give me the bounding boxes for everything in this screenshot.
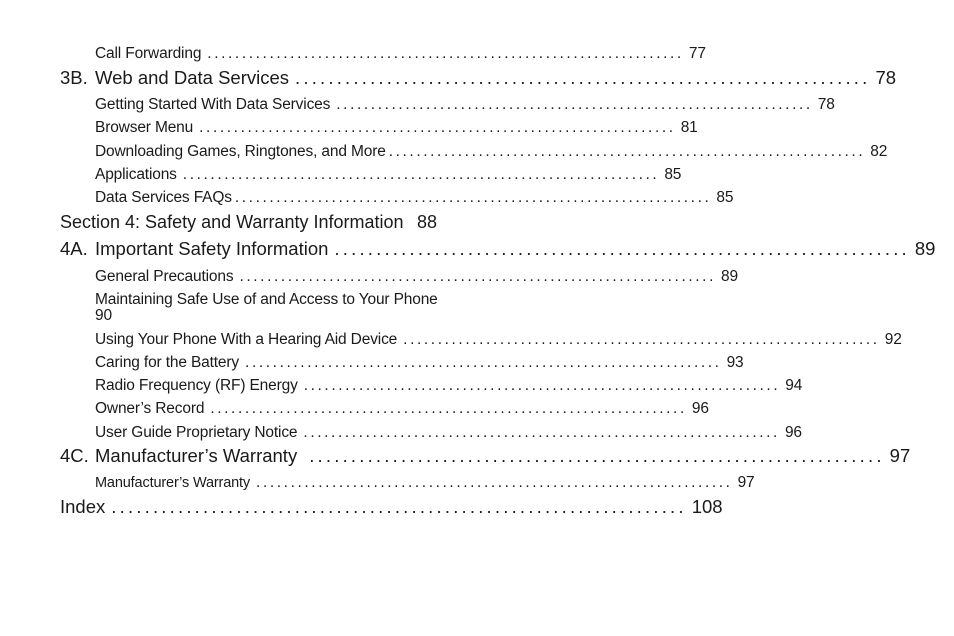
dot-leader: ..................................................................... (111, 496, 687, 517)
dot-leader: ..................................................................... (245, 354, 722, 371)
toc-entry-getting-started[interactable] (95, 96, 835, 113)
toc-entry-proprietary-notice[interactable] (95, 424, 802, 441)
toc-entry-title: Data Services FAQs (95, 189, 232, 206)
toc-entry-section-4[interactable] (60, 213, 437, 231)
dot-leader: ..................................................................... (334, 238, 910, 259)
dot-leader: ..................................................................... (234, 189, 712, 206)
toc-entry-downloading[interactable] (95, 143, 888, 160)
toc-entry-page: 85 (716, 189, 734, 206)
toc-entry-page: 97 (889, 445, 911, 466)
toc-entry-manufacturers-warranty[interactable] (95, 474, 755, 491)
toc-entry-title: Index (60, 496, 106, 517)
dot-leader: ..................................................................... (182, 166, 660, 183)
toc-entry-hearing-aid[interactable] (95, 331, 902, 348)
toc-entry-page: 85 (664, 166, 682, 183)
dot-leader: ..................................................................... (207, 45, 684, 62)
dot-leader: ..................................................................... (303, 424, 780, 441)
toc-entry-call-forwarding[interactable] (95, 45, 706, 62)
toc-entry-page: 90 (95, 307, 112, 324)
toc-entry-title: Getting Started With Data Services (95, 96, 331, 113)
dot-leader: ..................................................................... (403, 331, 880, 348)
toc-entry-page: 78 (817, 96, 835, 113)
toc-entry-page: 82 (870, 143, 888, 160)
toc-chapter-number: 3B. (60, 67, 88, 88)
toc-entry-title: Using Your Phone With a Hearing Aid Device (95, 331, 398, 348)
toc-entry-manufacturers-warranty-chapter[interactable] (60, 445, 911, 466)
toc-chapter-number: 4C. (60, 445, 89, 466)
toc-entry-caring-for-battery[interactable] (95, 354, 744, 371)
dot-leader: ..................................................................... (295, 67, 871, 88)
toc-entry-page: 77 (688, 45, 706, 62)
toc-entry-page: 96 (691, 400, 709, 417)
toc-entry-title: Web and Data Services (95, 67, 290, 88)
toc-entry-general-precautions[interactable] (95, 268, 738, 285)
toc-entry-page: 78 (875, 67, 897, 88)
toc-entry-title: Manufacturer’s Warranty (95, 475, 251, 491)
toc-entry-title: Section 4: Safety and Warranty Information (60, 212, 404, 232)
dot-leader: ..................................................................... (199, 119, 676, 136)
dot-leader: ..................................................................... (309, 445, 885, 466)
toc-entry-maintaining-safe-use[interactable] (95, 292, 447, 324)
toc-entry-owners-record[interactable] (95, 400, 709, 417)
toc-entry-title: Downloading Games, Ringtones, and More (95, 143, 386, 160)
toc-chapter-number: 4A. (60, 238, 88, 259)
dot-leader: ..................................................................... (239, 268, 716, 285)
toc-entry-browser-menu[interactable] (95, 119, 698, 136)
toc-entry-applications[interactable] (95, 166, 682, 183)
toc-entry-page: 88 (416, 212, 437, 232)
toc-entry-page: 97 (737, 474, 755, 491)
toc-entry-title: General Precautions (95, 268, 234, 285)
toc-entry-page: 89 (914, 238, 936, 259)
dot-leader: ..................................................................... (336, 96, 813, 113)
toc-entry-title: Applications (95, 166, 177, 183)
toc-entry-title: Call Forwarding (95, 45, 202, 62)
toc-entry-title: Caring for the Battery (95, 354, 240, 371)
toc-entry-important-safety[interactable] (60, 238, 936, 259)
toc-entry-web-and-data-services[interactable] (60, 67, 897, 88)
toc-entry-radio-frequency[interactable] (95, 377, 803, 394)
toc-entry-title: Owner’s Record (95, 400, 205, 417)
dot-leader: ..................................................................... (388, 143, 866, 160)
dot-leader: ..................................................................... (210, 400, 687, 417)
toc-entry-page: 92 (884, 331, 902, 348)
toc-entry-page: 94 (785, 377, 803, 394)
toc-entry-title: Manufacturer’s Warranty (95, 445, 298, 466)
toc-entry-page: 89 (721, 268, 738, 285)
toc-entry-title: Radio Frequency (RF) Energy (95, 377, 298, 394)
dot-leader: ..................................................................... (256, 474, 733, 491)
toc-entry-page: 108 (691, 496, 723, 517)
toc-entry-page: 93 (726, 354, 744, 371)
toc-entry-index[interactable] (60, 496, 723, 517)
toc-entry-title: Maintaining Safe Use of and Access to Your Phone (95, 291, 438, 308)
toc-entry-data-services-faqs[interactable] (95, 189, 734, 206)
toc-entry-title: User Guide Proprietary Notice (95, 424, 298, 441)
toc-entry-title: Browser Menu (95, 119, 194, 136)
toc-entry-page: 81 (680, 119, 698, 136)
toc-entry-page: 96 (784, 424, 802, 441)
toc-entry-title: Important Safety Information (95, 238, 329, 259)
dot-leader: ..................................................................... (303, 377, 781, 394)
